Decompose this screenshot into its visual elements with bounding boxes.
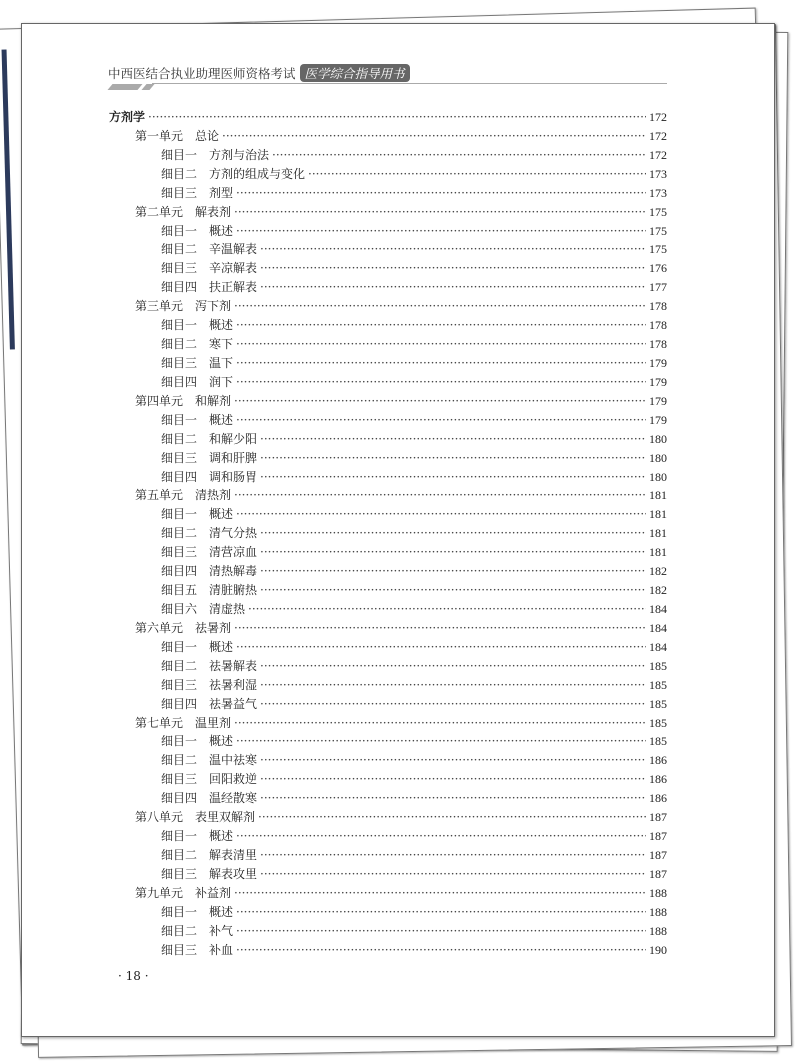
toc-entry [109,657,667,676]
toc-entry-title: 辛凉解表 [209,261,258,276]
toc-entry-title: 祛暑剂 [195,620,232,635]
toc-entry [109,619,667,638]
toc-entry-title: 总论 [195,128,220,143]
toc-entry-page: 184 [649,639,667,654]
toc-entry-page: 173 [649,166,667,181]
toc-entry [109,600,667,619]
toc-entry-label [135,808,255,827]
toc-entry-key: 细目四 [161,374,198,389]
toc-entry-page: 180 [649,431,667,446]
toc-entry-label [161,695,257,714]
dot-leader [260,278,646,297]
header-title: 中西医结合执业助理医师资格考试 [108,66,296,81]
dot-leader [234,392,646,411]
toc-entry-label [161,411,233,430]
toc-entry-label [161,562,257,581]
dot-leader [222,127,646,146]
toc-entry-title: 补血 [209,942,234,957]
toc-entry [109,449,667,468]
toc-entry-title: 剂型 [209,185,234,200]
toc-entry-page: 175 [649,204,667,219]
toc-entry-label [161,316,233,335]
dot-leader [236,903,646,922]
toc-entry-page: 184 [649,620,667,635]
toc-entry [109,808,667,827]
dot-leader [236,505,646,524]
dot-leader [260,846,646,865]
dot-leader [260,449,646,468]
toc-entry-key: 第四单元 [135,393,184,408]
toc-entry-label [135,619,231,638]
toc-entry-title: 清脏腑热 [209,583,258,598]
toc-entry [109,732,667,751]
toc-entry-title: 和解少阳 [209,431,258,446]
toc-entry [109,259,667,278]
toc-entry-label [161,676,257,695]
toc-entry-label [135,714,231,733]
dot-leader [260,562,646,581]
toc-entry-label [161,941,233,960]
toc-entry [109,278,667,297]
toc-entry [109,222,667,241]
toc-entry-title: 方剂学 [109,110,146,124]
toc-entry-title: 祛暑解表 [209,658,258,673]
dot-leader [236,184,646,203]
toc-entry-key: 细目六 [161,601,198,616]
toc-entry-page: 186 [649,772,667,787]
toc-entry [109,486,667,505]
toc-entry [109,714,667,733]
toc-entry-page: 186 [649,791,667,806]
dot-leader [234,203,646,222]
toc-entry-title: 调和肠胃 [209,469,258,484]
dot-leader [260,259,646,278]
toc-entry-title: 概述 [209,639,234,654]
toc-entry-page: 172 [649,147,667,162]
toc-entry-label [135,884,231,903]
toc-entry-key: 细目二 [161,753,198,768]
dot-leader [260,581,646,600]
toc-entry-label [135,203,231,222]
toc-entry-key: 细目二 [161,431,198,446]
table-of-contents [109,108,667,959]
toc-entry-label [161,146,269,165]
toc-entry [109,827,667,846]
dot-leader [260,430,646,449]
toc-entry-key: 细目三 [161,185,198,200]
toc-entry-label [161,278,257,297]
toc-entry-key: 细目一 [161,318,198,333]
toc-entry-title: 方剂的组成与变化 [209,166,306,181]
toc-entry-key: 第三单元 [135,299,184,314]
toc-entry [109,146,667,165]
dot-leader [236,222,646,241]
toc-entry [109,751,667,770]
toc-entry [109,695,667,714]
toc-entry-label [161,543,257,562]
toc-entry [109,676,667,695]
dot-leader [260,751,646,770]
toc-entry-title: 清虚热 [209,601,246,616]
toc-entry-label [161,354,233,373]
dot-leader [260,695,646,714]
toc-entry-label [161,468,257,487]
running-header [108,64,410,82]
toc-entry-key: 细目三 [161,772,198,787]
toc-entry-label [161,581,257,600]
dot-leader [234,884,646,903]
toc-entry-key: 细目二 [161,923,198,938]
toc-entry-page: 179 [649,374,667,389]
toc-entry-title: 温下 [209,355,234,370]
toc-entry [109,354,667,373]
toc-entry-key: 细目一 [161,829,198,844]
dot-leader [236,335,646,354]
toc-entry-page: 185 [649,715,667,730]
dot-leader [236,732,646,751]
toc-entry-label [161,789,257,808]
toc-entry-key: 细目二 [161,166,198,181]
toc-entry-page: 190 [649,942,667,957]
toc-entry-page: 181 [649,545,667,560]
toc-entry-title: 润下 [209,374,234,389]
toc-entry [109,562,667,581]
toc-entry [109,127,667,146]
header-badge: 医学综合指导用书 [300,64,410,82]
toc-entry-title: 补气 [209,923,234,938]
toc-entry [109,240,667,259]
toc-entry-key: 第九单元 [135,885,184,900]
toc-entry-key: 细目三 [161,355,198,370]
toc-entry-key: 细目四 [161,469,198,484]
toc-entry-page: 184 [649,601,667,616]
page-number: · 18 · [118,969,149,983]
dot-leader [260,524,646,543]
toc-entry [109,505,667,524]
toc-entry-page: 178 [649,337,667,352]
toc-entry-page: 173 [649,185,667,200]
toc-entry [109,468,667,487]
toc-entry-key: 第一单元 [135,128,184,143]
toc-entry-page: 188 [649,885,667,900]
toc-entry-page: 172 [649,128,667,143]
toc-entry-title: 调和肝脾 [209,450,258,465]
toc-entry-title: 寒下 [209,337,234,352]
toc-entry-title: 概述 [209,507,234,522]
dot-leader [236,373,646,392]
toc-entry-label [161,335,233,354]
toc-entry-key: 细目二 [161,242,198,257]
toc-entry [109,543,667,562]
toc-entry-page: 182 [649,564,667,579]
toc-entry-key: 细目四 [161,696,198,711]
toc-entry-title: 补益剂 [195,885,232,900]
dot-leader [260,543,646,562]
toc-entry-key: 细目一 [161,147,198,162]
dot-leader [248,600,646,619]
toc-entry-key: 细目一 [161,507,198,522]
toc-entry [109,865,667,884]
toc-entry-key: 细目三 [161,450,198,465]
toc-entry-title: 泻下剂 [195,299,232,314]
toc-entry [109,165,667,184]
dot-leader [308,165,646,184]
toc-entry-page: 178 [649,318,667,333]
toc-entry [109,108,667,127]
toc-entry-key: 细目二 [161,337,198,352]
toc-entry-key: 细目三 [161,677,198,692]
dot-leader [236,638,646,657]
toc-entry-label [161,865,257,884]
toc-entry-label [161,373,233,392]
toc-entry-label [161,903,233,922]
toc-entry-title: 解表剂 [195,204,232,219]
toc-entry-label [161,638,233,657]
toc-entry-page: 179 [649,355,667,370]
toc-entry-page: 180 [649,469,667,484]
toc-entry-title: 概述 [209,904,234,919]
toc-entry-key: 第五单元 [135,488,184,503]
toc-entry-key: 第八单元 [135,810,184,825]
dot-leader [258,808,646,827]
toc-entry-page: 175 [649,223,667,238]
toc-entry-key: 细目一 [161,223,198,238]
toc-entry-page: 181 [649,526,667,541]
toc-entry [109,581,667,600]
toc-entry-page: 177 [649,280,667,295]
toc-entry-page: 179 [649,393,667,408]
dot-leader [260,657,646,676]
toc-entry-key: 细目五 [161,583,198,598]
dot-leader [234,619,646,638]
toc-entry [109,203,667,222]
toc-entry-key: 细目三 [161,545,198,560]
toc-entry [109,316,667,335]
dot-leader [236,411,646,430]
toc-entry-key: 细目一 [161,734,198,749]
toc-entry-title: 解表攻里 [209,866,258,881]
dot-leader [234,297,646,316]
toc-entry-title: 清热解毒 [209,564,258,579]
toc-entry-label [161,430,257,449]
toc-entry-label [161,846,257,865]
toc-entry-label [161,222,233,241]
toc-entry-label [161,505,233,524]
toc-entry-key: 细目二 [161,847,198,862]
toc-entry [109,430,667,449]
toc-entry [109,941,667,960]
toc-entry-page: 181 [649,488,667,503]
toc-entry [109,903,667,922]
toc-entry [109,184,667,203]
toc-entry [109,373,667,392]
toc-entry-page: 186 [649,753,667,768]
toc-entry-page: 187 [649,810,667,825]
toc-entry-label [135,127,219,146]
dot-leader [260,240,646,259]
toc-entry-key: 细目二 [161,526,198,541]
toc-entry-page: 185 [649,696,667,711]
toc-entry [109,789,667,808]
toc-entry [109,335,667,354]
toc-entry-key: 细目三 [161,866,198,881]
toc-entry [109,846,667,865]
toc-entry-title: 概述 [209,318,234,333]
toc-entry-title: 清热剂 [195,488,232,503]
dot-leader [234,714,646,733]
toc-entry-page: 185 [649,677,667,692]
toc-entry-page: 187 [649,829,667,844]
toc-entry-key: 细目三 [161,942,198,957]
toc-entry-label [109,108,145,127]
dot-leader [236,316,646,335]
toc-entry-label [135,486,231,505]
toc-entry-page: 180 [649,450,667,465]
dot-leader [260,468,646,487]
toc-entry-label [161,770,257,789]
toc-entry-page: 178 [649,299,667,314]
dot-leader [260,770,646,789]
toc-entry-key: 细目二 [161,658,198,673]
dot-leader [234,486,646,505]
toc-entry-label [161,524,257,543]
toc-entry-page: 176 [649,261,667,276]
dot-leader [260,865,646,884]
header-rule [152,83,667,84]
toc-entry [109,884,667,903]
toc-entry-title: 扶正解表 [209,280,258,295]
toc-entry [109,297,667,316]
toc-entry-title: 表里双解剂 [195,810,256,825]
toc-entry-label [161,922,233,941]
dot-leader [236,827,646,846]
toc-entry-label [161,165,305,184]
dot-leader [148,108,646,127]
toc-entry [109,922,667,941]
toc-entry-page: 185 [649,658,667,673]
toc-entry-title: 辛温解表 [209,242,258,257]
toc-entry-page: 182 [649,583,667,598]
toc-entry-key: 细目四 [161,564,198,579]
dot-leader [260,676,646,695]
toc-entry-key: 第六单元 [135,620,184,635]
toc-entry-key: 细目三 [161,261,198,276]
toc-entry-title: 回阳救逆 [209,772,258,787]
toc-entry [109,411,667,430]
toc-entry-title: 概述 [209,829,234,844]
toc-entry-title: 概述 [209,223,234,238]
toc-entry [109,392,667,411]
dot-leader [236,941,646,960]
toc-entry-label [161,600,245,619]
toc-entry-page: 187 [649,866,667,881]
toc-entry-page: 187 [649,847,667,862]
toc-entry-label [135,297,231,316]
toc-entry-label [161,732,233,751]
toc-entry-key: 细目一 [161,904,198,919]
toc-entry-title: 方剂与治法 [209,147,270,162]
toc-entry-title: 温中祛寒 [209,753,258,768]
toc-entry-page: 188 [649,904,667,919]
toc-entry-key: 细目一 [161,412,198,427]
toc-entry-title: 温经散寒 [209,791,258,806]
toc-entry-key: 细目一 [161,639,198,654]
toc-entry-page: 175 [649,242,667,257]
toc-entry [109,638,667,657]
toc-entry-title: 清营凉血 [209,545,258,560]
dot-leader [236,354,646,373]
toc-entry-key: 第七单元 [135,715,184,730]
toc-entry-key: 细目四 [161,280,198,295]
header-decoration [141,84,154,90]
toc-entry-title: 祛暑利湿 [209,677,258,692]
toc-entry-page: 181 [649,507,667,522]
dot-leader [260,789,646,808]
toc-entry-label [161,184,233,203]
document-page [21,23,775,1037]
toc-entry-label [161,449,257,468]
toc-entry-key: 细目四 [161,791,198,806]
toc-entry-label [161,240,257,259]
toc-entry-label [161,259,257,278]
toc-entry-title: 祛暑益气 [209,696,258,711]
toc-entry-title: 清气分热 [209,526,258,541]
toc-entry-label [161,751,257,770]
toc-entry [109,524,667,543]
toc-entry-label [135,392,231,411]
toc-entry-title: 温里剂 [195,715,232,730]
toc-entry-title: 和解剂 [195,393,232,408]
dot-leader [272,146,646,165]
toc-entry-label [161,657,257,676]
toc-entry-title: 概述 [209,412,234,427]
toc-entry-page: 188 [649,923,667,938]
dot-leader [236,922,646,941]
toc-entry-key: 第二单元 [135,204,184,219]
toc-entry-label [161,827,233,846]
toc-entry-page: 185 [649,734,667,749]
header-decoration [107,84,142,90]
toc-entry-page: 179 [649,412,667,427]
toc-entry-title: 解表清里 [209,847,258,862]
toc-entry-title: 概述 [209,734,234,749]
toc-entry-page: 172 [649,110,667,124]
toc-entry [109,770,667,789]
